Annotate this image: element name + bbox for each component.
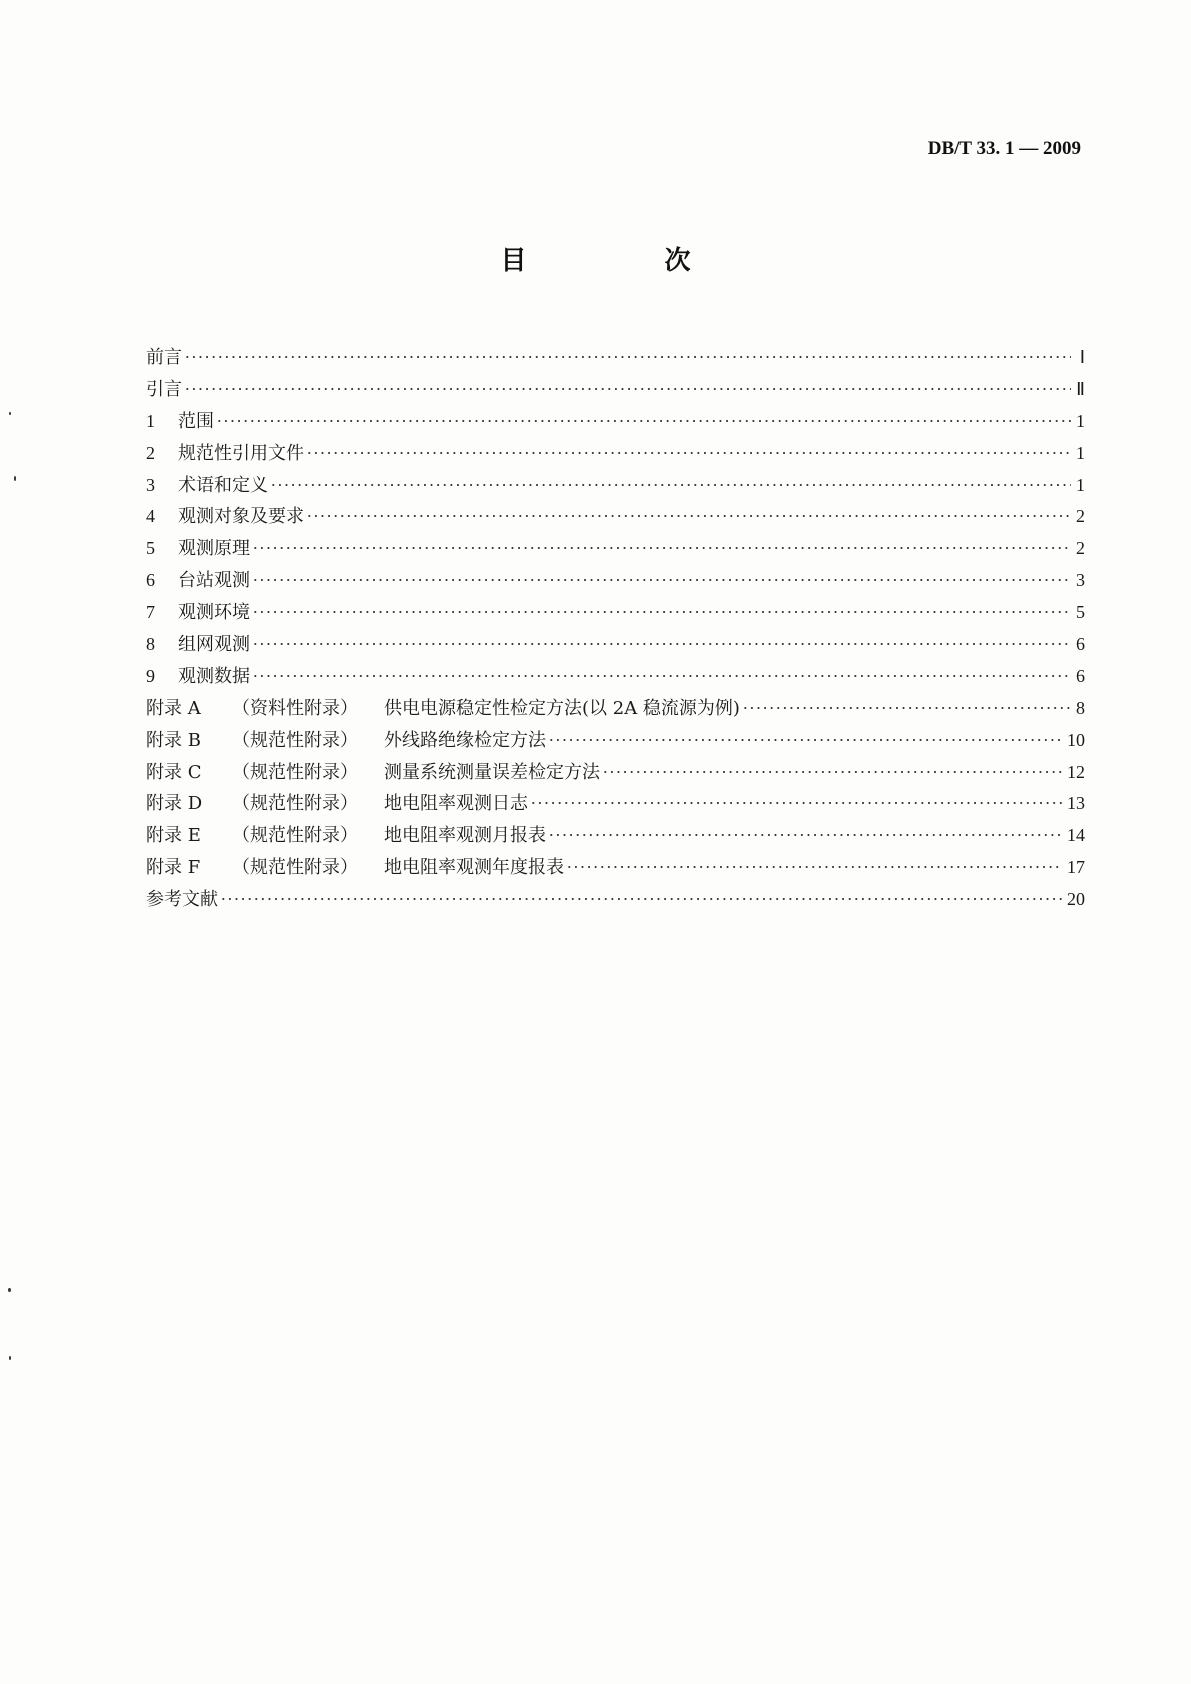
- toc-entry-number: 4: [146, 506, 155, 527]
- scan-speck: [9, 1356, 11, 1360]
- toc-entry-label: 引言: [146, 378, 182, 400]
- toc-entry-section-2[interactable]: [146, 438, 1085, 470]
- toc-entry-section-7[interactable]: [146, 597, 1085, 629]
- toc-entry-label: 地电阻率观测日志: [384, 793, 528, 815]
- toc-entry-appendix-c[interactable]: [146, 757, 1085, 789]
- toc-entry-page: 2: [1076, 538, 1085, 559]
- dot-leader: [548, 739, 1063, 741]
- toc-entry-appendix-b[interactable]: [146, 725, 1085, 757]
- appendix-prefix: 附录 E: [146, 825, 201, 847]
- dot-leader: [252, 675, 1071, 677]
- toc-entry-section-9[interactable]: [146, 661, 1085, 693]
- toc-entry-label: 外线路绝缘检定方法: [384, 729, 546, 751]
- toc-entry-page: 5: [1076, 602, 1085, 623]
- dot-leader: [220, 898, 1063, 900]
- dot-leader: [252, 643, 1071, 645]
- dot-leader: [548, 834, 1063, 836]
- toc-entry-label: 前言: [146, 347, 182, 368]
- scan-speck: [14, 476, 16, 481]
- dot-leader: [252, 579, 1071, 581]
- toc-entry-section-5[interactable]: [146, 533, 1085, 565]
- toc-entry-page: 20: [1067, 889, 1085, 910]
- toc-entry-page: Ⅰ: [1079, 347, 1085, 367]
- toc-entry-label: 规范性引用文件: [178, 442, 304, 464]
- dot-leader: [306, 452, 1071, 454]
- appendix-kind: （规范性附录）: [232, 761, 358, 783]
- appendix-prefix: 附录 F: [146, 857, 201, 879]
- toc-entry-section-6[interactable]: [146, 565, 1085, 597]
- toc-entry-label: 台站观测: [178, 570, 250, 592]
- toc-entry-number: 9: [146, 665, 155, 686]
- toc-entry-page: 1: [1076, 474, 1085, 495]
- scan-speck: [9, 412, 11, 415]
- dot-leader: [252, 547, 1071, 549]
- toc-entry-page: 6: [1076, 665, 1085, 686]
- toc-entry-appendix-f[interactable]: [146, 852, 1085, 884]
- toc-entry-label: 测量系统测量误差检定方法: [384, 761, 600, 783]
- toc-entry-label: 供电电源稳定性检定方法(以 2A 稳流源为例): [384, 697, 740, 719]
- dot-leader: [566, 866, 1063, 868]
- toc-entry-section-3[interactable]: [146, 470, 1085, 502]
- toc-entry-appendix-e[interactable]: [146, 820, 1085, 852]
- toc-entry-number: 6: [146, 570, 155, 591]
- dot-leader: [216, 420, 1071, 422]
- appendix-kind: （规范性附录）: [232, 793, 358, 815]
- toc-entry-section-8[interactable]: [146, 629, 1085, 661]
- dot-leader: [252, 611, 1071, 613]
- toc-entry-label: 组网观测: [178, 634, 250, 656]
- toc-title: 目 次: [500, 246, 747, 276]
- dot-leader: [602, 771, 1063, 773]
- toc-entry-page: 12: [1067, 761, 1085, 782]
- toc-entry-page: 1: [1076, 442, 1085, 463]
- toc-entry-page: 8: [1076, 697, 1085, 718]
- toc-entry-number: 2: [146, 442, 155, 463]
- toc-entry-section-4[interactable]: [146, 501, 1085, 533]
- toc-entry-page: Ⅱ: [1076, 378, 1085, 399]
- toc-entry-page: 1: [1076, 410, 1085, 431]
- toc-entry-label: 观测数据: [178, 665, 250, 687]
- dot-leader: [184, 356, 1071, 358]
- table-of-contents: [146, 342, 1085, 916]
- dot-leader: [184, 388, 1071, 390]
- dot-leader: [306, 515, 1071, 517]
- dot-leader: [270, 484, 1071, 486]
- toc-entry-number: 1: [146, 410, 155, 431]
- appendix-prefix: 附录 C: [146, 761, 202, 783]
- appendix-kind: （规范性附录）: [232, 729, 358, 751]
- toc-entry-page: 6: [1076, 634, 1085, 655]
- appendix-prefix: 附录 B: [146, 729, 201, 751]
- appendix-kind: （资料性附录）: [232, 697, 358, 719]
- appendix-kind: （规范性附录）: [232, 857, 358, 879]
- toc-entry-page: 3: [1076, 570, 1085, 591]
- toc-entry-number: 8: [146, 634, 155, 655]
- scan-speck: [8, 1288, 11, 1292]
- toc-entry-label: 地电阻率观测月报表: [384, 825, 546, 847]
- document-code: DB/T 33. 1 — 2009: [927, 138, 1081, 159]
- appendix-prefix: 附录 D: [146, 793, 203, 815]
- appendix-kind: （规范性附录）: [232, 825, 358, 847]
- toc-entry-label: 观测对象及要求: [178, 506, 304, 528]
- toc-entry-page: 2: [1076, 506, 1085, 527]
- toc-entry-number: 3: [146, 474, 155, 495]
- toc-entry-page: 17: [1067, 857, 1085, 878]
- toc-entry-label: 范围: [178, 410, 214, 432]
- dot-leader: [742, 707, 1071, 709]
- toc-entry-label: 参考文献: [146, 889, 218, 911]
- appendix-prefix: 附录 A: [146, 697, 201, 719]
- dot-leader: [530, 802, 1063, 804]
- toc-entry-references[interactable]: [146, 884, 1085, 916]
- toc-entry-number: 7: [146, 602, 155, 623]
- toc-entry-label: 地电阻率观测年度报表: [384, 857, 564, 879]
- toc-entry-page: 13: [1067, 793, 1085, 814]
- toc-entry-label: 观测环境: [178, 602, 250, 624]
- toc-entry-section-1[interactable]: [146, 406, 1085, 438]
- toc-entry-appendix-d[interactable]: [146, 788, 1085, 820]
- toc-entry-introduction[interactable]: [146, 374, 1085, 406]
- toc-entry-page: 10: [1067, 729, 1085, 750]
- toc-entry-appendix-a[interactable]: [146, 693, 1085, 725]
- toc-entry-number: 5: [146, 538, 155, 559]
- toc-entry-foreword[interactable]: [146, 342, 1085, 374]
- toc-entry-label: 观测原理: [178, 538, 250, 560]
- toc-entry-page: 14: [1067, 825, 1085, 846]
- toc-entry-label: 术语和定义: [178, 474, 268, 496]
